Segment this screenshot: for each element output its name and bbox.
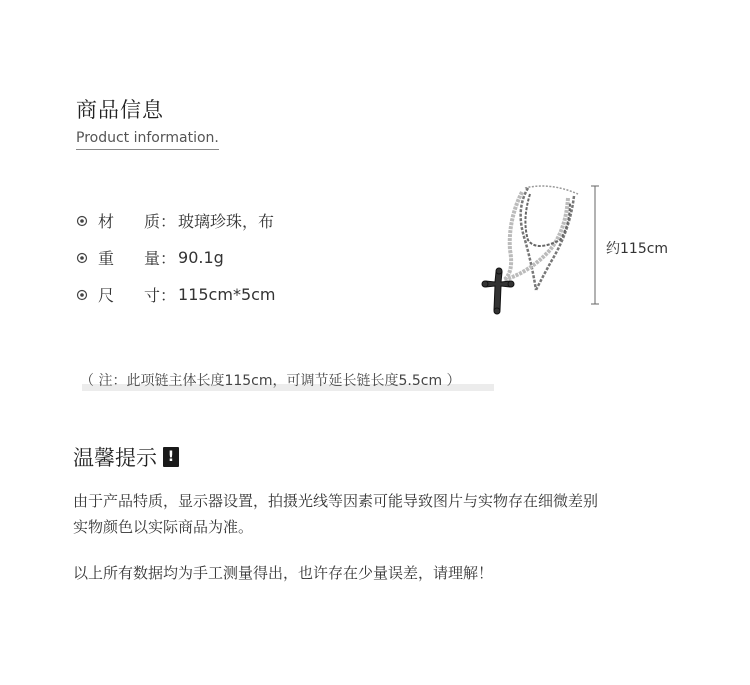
target-bullet-icon bbox=[76, 289, 88, 301]
spec-label: 尺 寸 bbox=[98, 286, 160, 305]
section-subtitle: Product information. bbox=[76, 130, 219, 150]
target-bullet-icon bbox=[76, 215, 88, 227]
exclamation-icon: ! bbox=[163, 447, 179, 467]
target-bullet-icon bbox=[76, 252, 88, 264]
warning-paragraph-1: 由于产品特质，显示器设置，拍摄光线等因素可能导致图片与实物存在细微差别 实物颜色以实际商品为准。 bbox=[73, 492, 599, 536]
spec-row-size: 尺 寸 ： 115cm*5cm bbox=[76, 283, 276, 306]
warning-paragraph-2: 以上所有数据均为手工测量得出，也许存在少量误差，请理解！ bbox=[73, 564, 494, 582]
section-title: 商品信息 bbox=[76, 98, 164, 122]
spec-value: 115cm*5cm bbox=[178, 285, 276, 304]
dimension-line bbox=[588, 184, 602, 306]
spec-label: 材 质 bbox=[98, 212, 160, 231]
spec-value: 玻璃珍珠，布 bbox=[178, 212, 275, 231]
dimension-label: 约115cm bbox=[606, 241, 669, 257]
necklace-image bbox=[470, 180, 590, 320]
warning-title: 温馨提示 ! bbox=[73, 442, 179, 472]
spec-label: 重 量 bbox=[98, 249, 160, 268]
spec-row-weight: 重 量 ： 90.1g bbox=[76, 246, 224, 269]
length-note: （ 注：此项链主体长度115cm，可调节延长链长度5.5cm ） bbox=[80, 373, 461, 389]
spec-value: 90.1g bbox=[178, 248, 224, 267]
spec-row-material: 材 质 ： 玻璃珍珠，布 bbox=[76, 209, 274, 232]
